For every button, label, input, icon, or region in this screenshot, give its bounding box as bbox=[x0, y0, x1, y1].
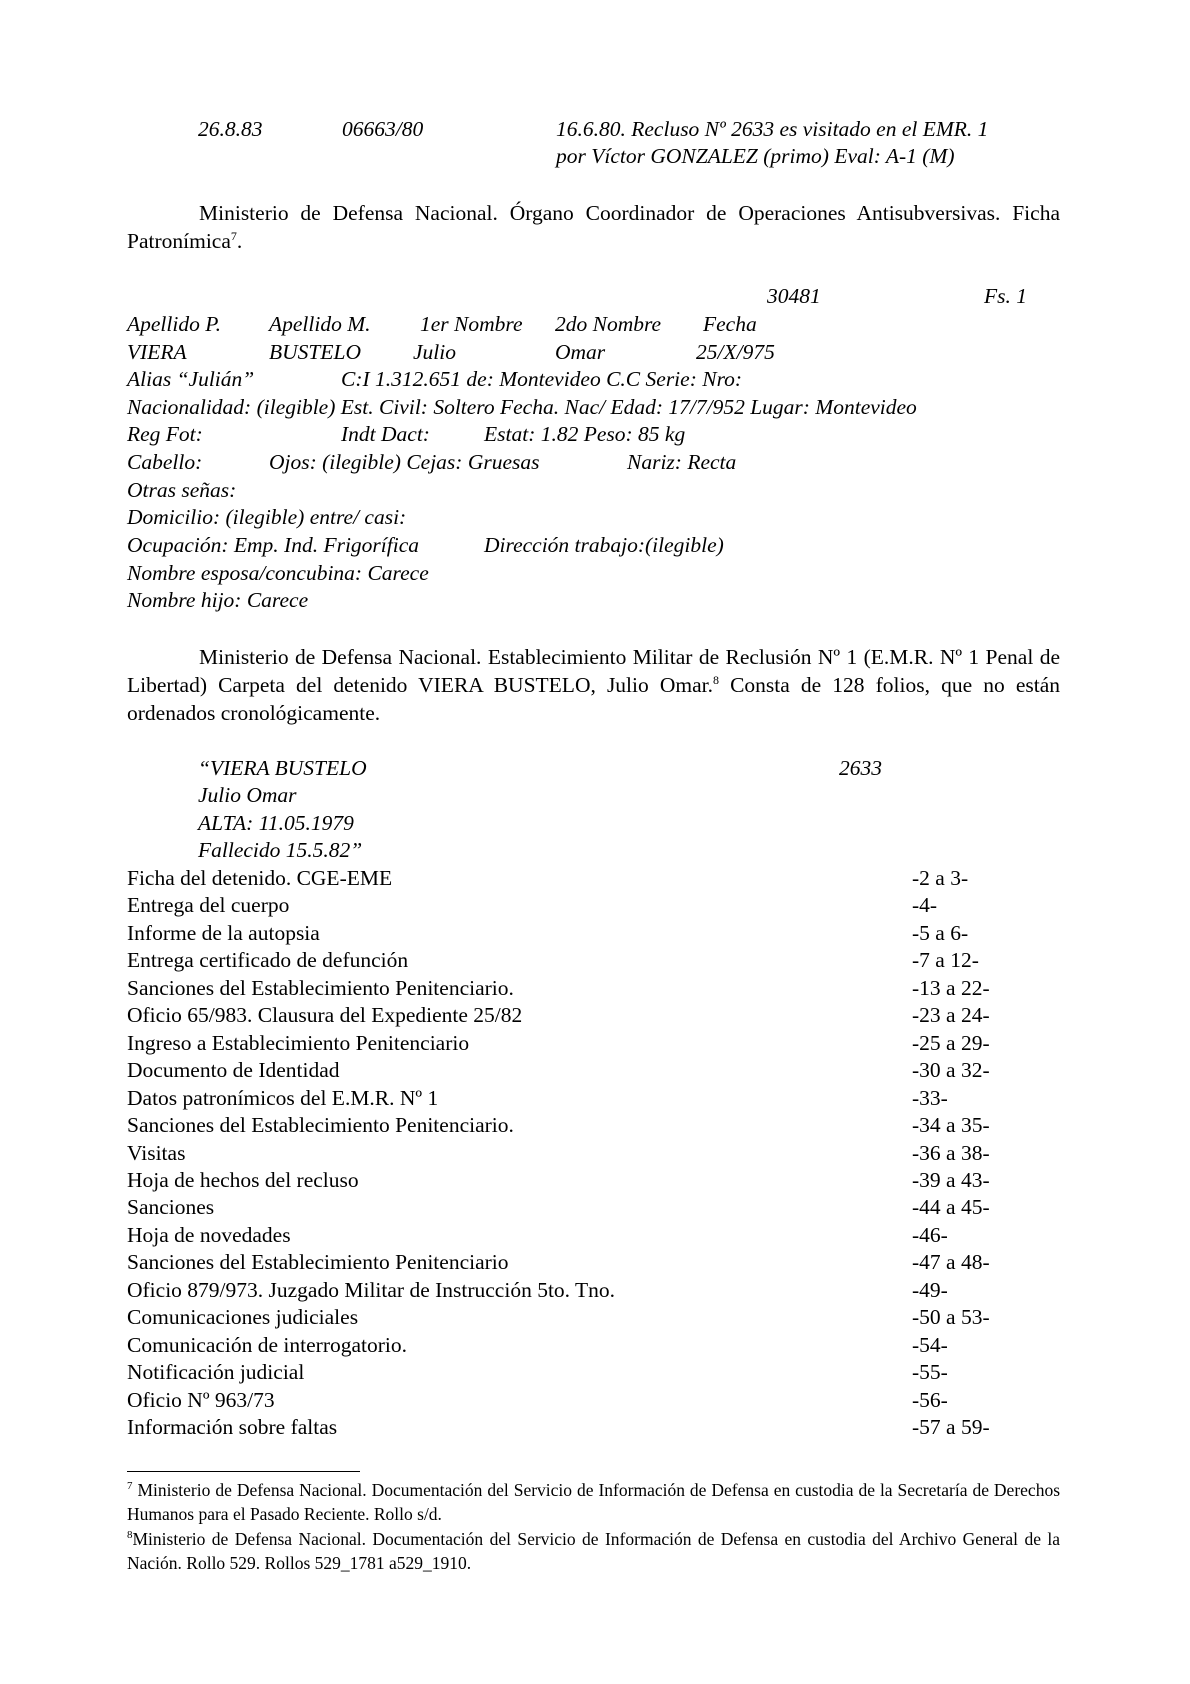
index-item-pages: -57 a 59- bbox=[912, 1415, 990, 1439]
header-segundo-nombre: 2do Nombre bbox=[555, 312, 662, 336]
header-apellido-materno: Apellido M. bbox=[269, 312, 371, 336]
index-item-pages: -55- bbox=[912, 1360, 948, 1384]
ficha-ojos-cejas: Ojos: (ilegible) Cejas: Gruesas bbox=[269, 450, 540, 474]
entry-date: 26.8.83 bbox=[198, 117, 263, 141]
index-item-label: Entrega del cuerpo bbox=[127, 893, 290, 917]
header-fecha: Fecha bbox=[703, 312, 757, 336]
index-item-label: Comunicaciones judiciales bbox=[127, 1305, 359, 1329]
footnote-text: Ministerio de Defensa Nacional. Documentación del Servicio de Información de Defensa en custodia de la Secretaría de Derechos Humanos para el Pasado Reciente. Rollo s/d. bbox=[127, 1480, 1060, 1524]
paragraph-ficha-intro bbox=[127, 199, 1060, 255]
ficha-cedula: C:I 1.312.651 de: Montevideo C.C Serie: Nro: bbox=[341, 367, 743, 391]
value-apellido-paterno: VIERA bbox=[127, 340, 187, 364]
footnote-8 bbox=[127, 1527, 1060, 1575]
paragraph-carpeta-intro bbox=[127, 643, 1060, 727]
index-item-pages: -25 a 29- bbox=[912, 1031, 990, 1055]
ficha-otras-senas: Otras señas: bbox=[127, 478, 237, 502]
index-item-label: Información sobre faltas bbox=[127, 1415, 338, 1439]
index-item-pages: -44 a 45- bbox=[912, 1195, 990, 1219]
index-item-label: Hoja de hechos del recluso bbox=[127, 1168, 359, 1192]
ficha-alias: Alias “Julián” bbox=[127, 367, 255, 391]
footnote-number: 7 bbox=[127, 1480, 133, 1493]
index-item-label: Notificación judicial bbox=[127, 1360, 305, 1384]
value-apellido-materno: BUSTELO bbox=[269, 340, 361, 364]
index-item-pages: -50 a 53- bbox=[912, 1305, 990, 1329]
index-item-pages: -46- bbox=[912, 1223, 948, 1247]
footnote-number: 8 bbox=[127, 1529, 133, 1542]
ficha-number: 30481 bbox=[767, 284, 821, 308]
paragraph-end: Consta de 128 folios, que no están ordenados cronológicamente. bbox=[127, 673, 1060, 725]
index-item-pages: -39 a 43- bbox=[912, 1168, 990, 1192]
index-item-pages: -47 a 48- bbox=[912, 1250, 990, 1274]
index-item-pages: -54- bbox=[912, 1333, 948, 1357]
index-item-label: Datos patronímicos del E.M.R. Nº 1 bbox=[127, 1086, 439, 1110]
index-item-label: Informe de la autopsia bbox=[127, 921, 320, 945]
index-item-pages: -49- bbox=[912, 1278, 948, 1302]
index-item-pages: -34 a 35- bbox=[912, 1113, 990, 1137]
index-item-label: Hoja de novedades bbox=[127, 1223, 291, 1247]
index-item-label: Sanciones del Establecimiento Penitenciario. bbox=[127, 976, 514, 1000]
footnote-text: Ministerio de Defensa Nacional. Documentación del Servicio de Información de Defensa en custodia del Archivo General de la Nación. Rollo 529. Rollos 529_1781 a529_1910. bbox=[127, 1529, 1060, 1573]
index-item-label: Sanciones del Establecimiento Penitenciario bbox=[127, 1250, 509, 1274]
index-item-label: Ingreso a Establecimiento Penitenciario bbox=[127, 1031, 470, 1055]
paragraph-text: Ministerio de Defensa Nacional. Establecimiento Militar de Reclusión Nº 1 (E.M.R. Nº 1 Penal de Libertad) Carpeta del detenido VIERA BUSTELO, Julio Omar. bbox=[127, 645, 1060, 697]
entry-line-2: por Víctor GONZALEZ (primo) Eval: A-1 (M) bbox=[556, 144, 955, 168]
value-fecha: 25/X/975 bbox=[696, 340, 775, 364]
index-item-pages: -7 a 12- bbox=[912, 948, 979, 972]
ficha-esposa: Nombre esposa/concubina: Carece bbox=[127, 561, 429, 585]
carpeta-fallecido: Fallecido 15.5.82” bbox=[198, 838, 363, 862]
index-item-label: Sanciones del Establecimiento Penitenciario. bbox=[127, 1113, 514, 1137]
index-item-label: Sanciones bbox=[127, 1195, 215, 1219]
footnote-ref-7: 7 bbox=[230, 228, 237, 243]
ficha-ocupacion: Ocupación: Emp. Ind. Frigorífica bbox=[127, 533, 419, 557]
index-item-pages: -4- bbox=[912, 893, 938, 917]
index-item-label: Ficha del detenido. CGE-EME bbox=[127, 866, 393, 890]
ficha-nariz: Nariz: Recta bbox=[627, 450, 737, 474]
index-item-label: Comunicación de interrogatorio. bbox=[127, 1333, 408, 1357]
carpeta-nombre: “VIERA BUSTELO bbox=[198, 756, 367, 780]
ficha-domicilio: Domicilio: (ilegible) entre/ casi: bbox=[127, 505, 407, 529]
index-item-pages: -30 a 32- bbox=[912, 1058, 990, 1082]
ficha-reg-fot: Reg Fot: bbox=[127, 422, 203, 446]
index-item-pages: -13 a 22- bbox=[912, 976, 990, 1000]
index-item-pages: -2 a 3- bbox=[912, 866, 969, 890]
index-item-pages: -56- bbox=[912, 1388, 948, 1412]
index-item-label: Entrega certificado de defunción bbox=[127, 948, 409, 972]
index-item-pages: -23 a 24- bbox=[912, 1003, 990, 1027]
ficha-indt-dact: Indt Dact: bbox=[341, 422, 430, 446]
entry-ref: 06663/80 bbox=[342, 117, 424, 141]
carpeta-nombre-pila: Julio Omar bbox=[198, 783, 297, 807]
header-apellido-paterno: Apellido P. bbox=[127, 312, 221, 336]
index-item-pages: -5 a 6- bbox=[912, 921, 969, 945]
index-item-label: Visitas bbox=[127, 1141, 186, 1165]
footnote-7 bbox=[127, 1478, 1060, 1526]
index-item-label: Oficio Nº 963/73 bbox=[127, 1388, 275, 1412]
carpeta-alta: ALTA: 11.05.1979 bbox=[198, 811, 354, 835]
ficha-hijo: Nombre hijo: Carece bbox=[127, 588, 309, 612]
index-item-label: Documento de Identidad bbox=[127, 1058, 340, 1082]
ficha-nacionalidad: Nacionalidad: (ilegible) Est. Civil: Soltero Fecha. Nac/ Edad: 17/7/952 Lugar: Montevideo bbox=[127, 395, 917, 419]
ficha-direccion-trabajo: Dirección trabajo:(ilegible) bbox=[484, 533, 724, 557]
paragraph-end: . bbox=[236, 229, 243, 253]
index-item-label: Oficio 879/973. Juzgado Militar de Instrucción 5to. Tno. bbox=[127, 1278, 616, 1302]
value-segundo-nombre: Omar bbox=[555, 340, 606, 364]
index-item-pages: -36 a 38- bbox=[912, 1141, 990, 1165]
ficha-folio: Fs. 1 bbox=[984, 284, 1027, 308]
index-item-label: Oficio 65/983. Clausura del Expediente 25/82 bbox=[127, 1003, 523, 1027]
footnote-ref-8: 8 bbox=[713, 672, 719, 687]
header-primer-nombre: 1er Nombre bbox=[420, 312, 523, 336]
paragraph-text: Ministerio de Defensa Nacional. Órgano Coordinador de Operaciones Antisubversivas. Ficha Patronímica bbox=[127, 201, 1060, 253]
ficha-estatura-peso: Estat: 1.82 Peso: 85 kg bbox=[484, 422, 686, 446]
index-item-pages: -33- bbox=[912, 1086, 948, 1110]
ficha-cabello: Cabello: bbox=[127, 450, 203, 474]
footnote-separator bbox=[127, 1471, 360, 1472]
entry-line-1: 16.6.80. Recluso Nº 2633 es visitado en el EMR. 1 bbox=[556, 117, 989, 141]
carpeta-numero: 2633 bbox=[839, 756, 882, 780]
value-primer-nombre: Julio bbox=[413, 340, 456, 364]
